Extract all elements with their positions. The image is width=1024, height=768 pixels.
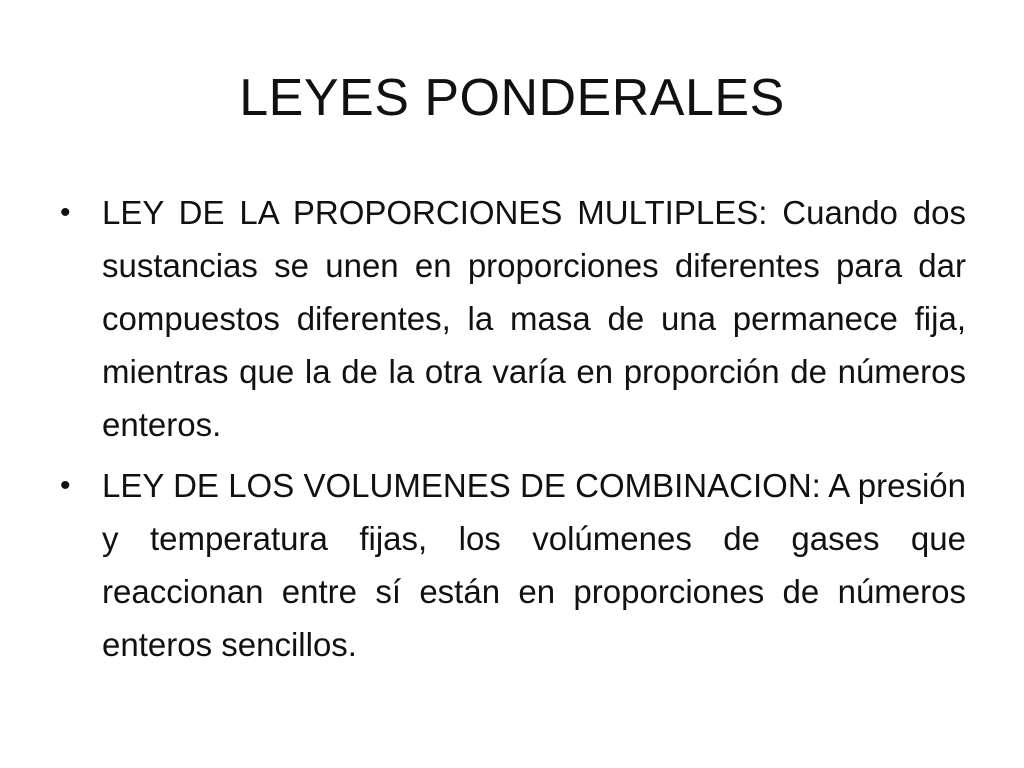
bullet-text: LEY DE LA PROPORCIONES MULTIPLES: Cuando dos sustancias se unen en proporciones diferentes para dar compuestos diferentes, la masa de una permanece fija, mientras que la de la otra varía en proporción de números enteros. — [102, 194, 966, 443]
slide-title: LEYES PONDERALES — [239, 69, 785, 127]
bullet-text: LEY DE LOS VOLUMENES DE COMBINACION: A presión y temperatura fijas, los volúmenes de gases que reaccionan entre sí están en proporciones de números enteros sencillos. — [102, 467, 966, 663]
bullet-item-combining-volumes — [56, 459, 966, 671]
bullet-marker: • — [60, 196, 71, 229]
bullet-item-multiple-proportions — [56, 186, 966, 451]
bullet-marker: • — [60, 469, 71, 502]
bullet-list — [56, 186, 966, 679]
